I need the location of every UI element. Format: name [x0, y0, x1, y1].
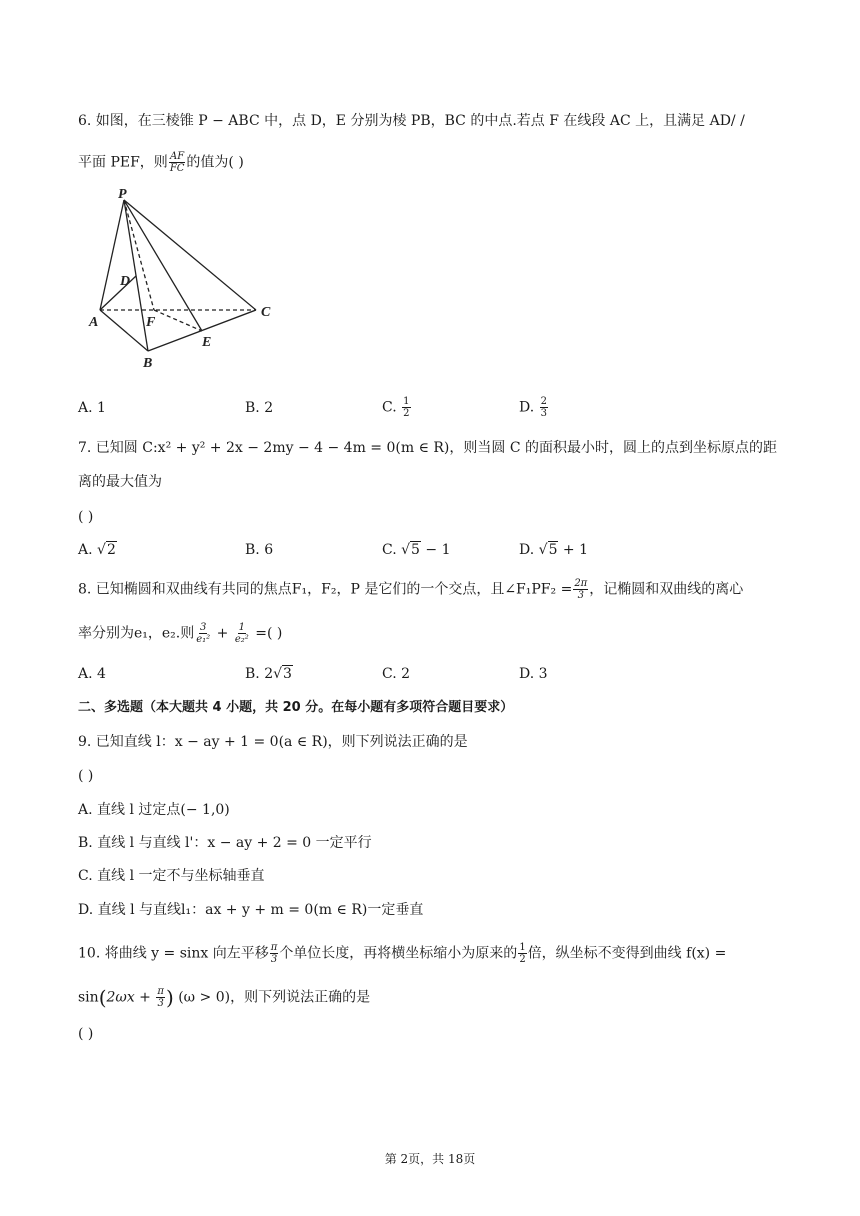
page-footer: 第 2页，共 18页 [384, 1152, 476, 1166]
q10-line1-c: 倍，纵坐标不变得到曲线 f(x) = [527, 945, 727, 962]
q10-pi-den: 3 [270, 954, 278, 965]
q7-option-a-sqrt: √2 [97, 542, 116, 558]
q6-line1: 6. 如图，在三棱锥 P − ABC 中，点 D，E 分别为棱 PB，BC 的中点.若点 F 在线段 AC 上，且满足 AD/ / [78, 113, 745, 129]
q10-line2 [78, 986, 370, 1009]
q7-option-b: B. 6 [245, 542, 274, 558]
q10-pi-num: π [270, 942, 278, 953]
q7-option-a-rad: 2 [106, 542, 116, 558]
q10-paren-right: ) [165, 985, 174, 1010]
q10-inner: 2ωx + [106, 989, 156, 1006]
edge-PA [100, 200, 124, 310]
q8-frac1 [195, 622, 211, 645]
q7-option-a-prefix: A. [78, 542, 98, 558]
q8-plus: + [212, 625, 233, 642]
q10-inner-den: 3 [157, 998, 164, 1009]
q9-option-b: B. 直线 l 与直线 l'：x − ay + 2 = 0 一定平行 [78, 835, 372, 851]
q9-option-a: A. 直线 l 过定点(− 1,0) [78, 802, 230, 818]
q9-option-d: D. 直线 l 与直线l₁：ax + y + m = 0(m ∈ R)一定垂直 [78, 902, 424, 918]
q6-option-a: A. 1 [78, 400, 106, 416]
q10-line2-b: (ω > 0)，则下列说法正确的是 [173, 989, 371, 1006]
q7-option-c-sqrt: √5 [401, 542, 420, 558]
q8-frac2-den: e₂² [234, 634, 249, 645]
q6-fraction [169, 151, 186, 174]
q8-angle-frac [573, 578, 588, 601]
q6-frac-den: FC [169, 163, 185, 174]
q8-line2-suffix: =( ) [250, 625, 283, 642]
q7-option-d-rad: 5 [548, 542, 558, 558]
q7-option-c-rad: 5 [411, 542, 420, 558]
q8-line2 [78, 622, 282, 645]
q6-line2 [78, 151, 244, 174]
q6-option-c-den: 2 [403, 408, 410, 419]
q9-line1: 9. 已知直线 l：x − ay + 1 = 0(a ∈ R)，则下列说法正确的是 [78, 734, 468, 750]
q10-half-num: 1 [519, 942, 526, 953]
q6-option-c-num: 1 [403, 396, 410, 407]
q8-line2-prefix: 率分别为e₁，e₂.则 [78, 625, 195, 642]
q8-angle-num: 2π [574, 578, 588, 589]
q10-pi-frac [270, 942, 279, 965]
q8-option-b [245, 664, 293, 684]
q6-option-c-prefix: C. [382, 399, 402, 416]
q8-option-c: C. 2 [382, 666, 411, 682]
q6-option-b: B. 2 [245, 400, 274, 416]
q8-option-b-rad: 3 [283, 666, 292, 682]
q8-angle-den: 3 [577, 590, 584, 601]
label-D: D [120, 274, 131, 289]
q7-line1: 7. 已知圆 C:x² + y² + 2x − 2my − 4 − 4m = 0(m ∈ R)，则当圆 C 的面积最小时，圆上的点到坐标原点的距 [78, 440, 778, 456]
q7-paren: ( ) [78, 509, 94, 525]
q8-line1-prefix: 8. 已知椭圆和双曲线有共同的焦点F₁，F₂，P 是它们的一个交点，且∠F₁PF₂ = [78, 581, 573, 598]
q10-half-frac [518, 942, 526, 965]
q6-line2-prefix: 平面 PEF，则 [78, 154, 168, 171]
label-C: C [261, 305, 271, 320]
label-P: P [118, 188, 127, 202]
q8-option-b-sqrt: √3 [273, 666, 292, 682]
q8-frac2-num: 1 [238, 622, 245, 633]
q10-line1-a: 10. 将曲线 y = sinx 向左平移 [78, 945, 269, 962]
q6-line2-suffix: 的值为( ) [186, 154, 244, 171]
q10-inner-frac [156, 986, 165, 1009]
q10-half-den: 2 [519, 954, 526, 965]
q10-inner-num: π [157, 986, 164, 997]
label-E: E [202, 335, 212, 350]
q9-option-c: C. 直线 l 一定不与坐标轴垂直 [78, 868, 265, 884]
q6-option-c-frac [402, 396, 410, 419]
q7-option-d-prefix: D. [519, 542, 539, 558]
q8-line1 [78, 578, 743, 601]
pyramid-figure [88, 188, 288, 373]
q6-option-d-frac [540, 396, 548, 419]
q8-option-d: D. 3 [519, 666, 548, 682]
q9-paren: ( ) [78, 768, 94, 784]
q6-option-d-prefix: D. [519, 399, 539, 416]
q7-option-c-prefix: C. [382, 542, 402, 558]
label-A: A [89, 315, 99, 330]
q8-option-a: A. 4 [78, 666, 106, 682]
q7-line2: 离的最大值为 [78, 474, 162, 490]
segment-FE-dashed [154, 310, 202, 331]
label-F: F [146, 315, 156, 330]
q6-option-d [519, 396, 549, 419]
q10-paren-left: ( [98, 985, 107, 1010]
label-B: B [143, 356, 153, 371]
q6-option-c [382, 396, 412, 419]
q6-frac-num: AF [170, 151, 185, 162]
edge-AB [100, 310, 148, 351]
q8-frac1-num: 3 [200, 622, 207, 633]
segment-PE [124, 200, 202, 331]
q7-option-c-suffix: − 1 [420, 542, 451, 558]
q8-option-b-prefix: B. 2 [245, 666, 274, 682]
segment-AD [100, 276, 136, 310]
q8-frac2 [234, 622, 250, 645]
section2-heading: 二、多选题（本大题共 4 小题，共 20 分。在每小题有多项符合题目要求） [78, 700, 514, 715]
q6-option-d-den: 3 [540, 408, 548, 419]
q10-paren: ( ) [78, 1026, 94, 1042]
q10-line1 [78, 942, 726, 965]
q7-option-c [382, 540, 451, 560]
q10-line1-b: 个单位长度，再将横坐标缩小为原来的 [279, 945, 518, 962]
q7-option-d [519, 540, 588, 560]
q7-option-d-suffix: + 1 [558, 542, 589, 558]
q8-frac1-den: e₁² [196, 634, 211, 645]
q8-line1-suffix: ，记椭圆和双曲线的离心 [589, 581, 744, 598]
q10-line2-sin: sin [78, 989, 99, 1006]
q7-option-a [78, 540, 117, 560]
q6-option-d-num: 2 [540, 396, 548, 407]
edge-PC [124, 200, 256, 310]
q7-option-d-sqrt: √5 [538, 542, 558, 558]
